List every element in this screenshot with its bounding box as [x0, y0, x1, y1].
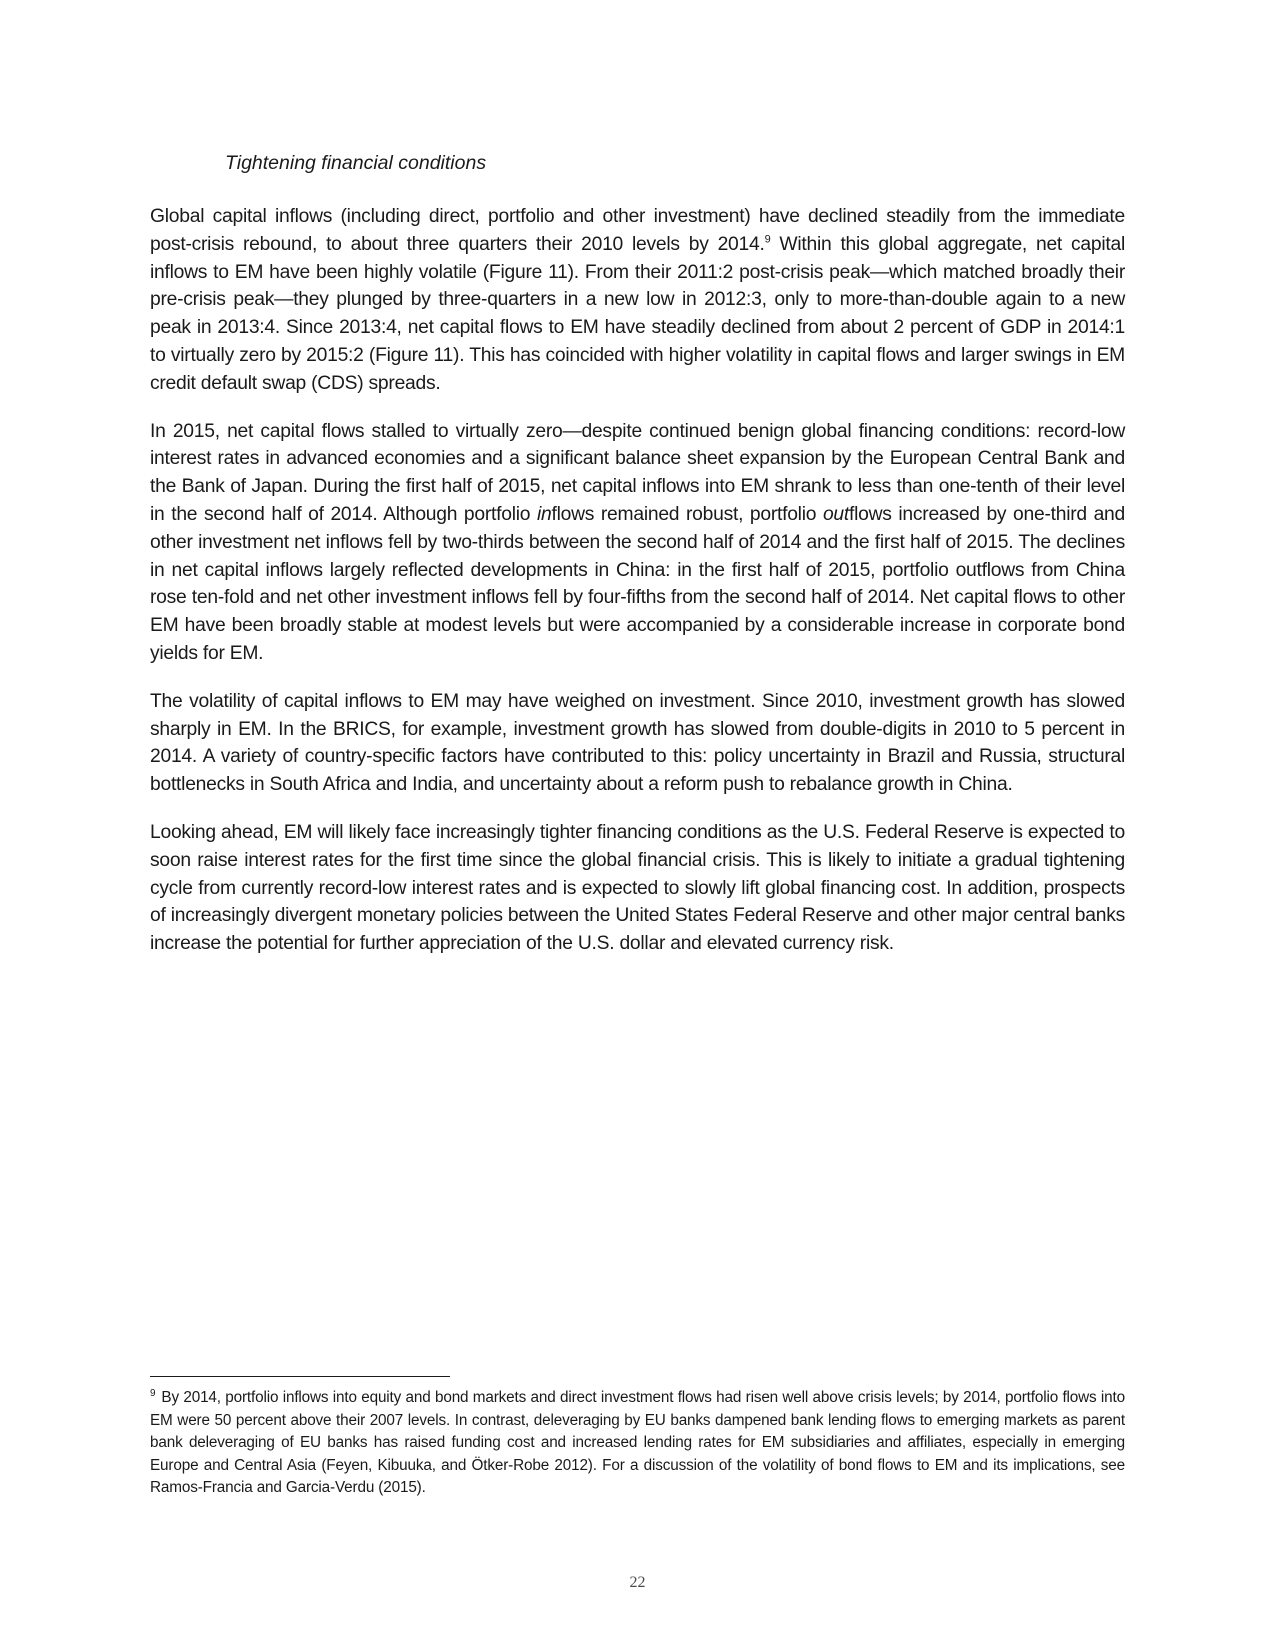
footnote-reference[interactable]: 9 — [764, 233, 771, 246]
footnote — [150, 1387, 1125, 1500]
footnote-divider — [150, 1376, 450, 1377]
emphasis-text: in — [536, 503, 552, 525]
body-text — [150, 203, 1125, 978]
paragraph-text: In 2015, net capital flows stalled to virtually zero—despite continued benign global financing conditions: record-low interest rates in advanced economies and a significant balance sheet expansion by the European Central Bank and the Bank of Japan. During the first half of 2015, net capital inflows into EM shrank to less than one-tenth of their level in the second half of 2014. Although portfolio — [150, 420, 1125, 525]
paragraph-text: flows increased by one-third and other investment net inflows fell by two-thirds between the second half of 2014 and the first half of 2015. The declines in net capital inflows largely reflected developments in China: in the first half of 2015, portfolio outflows from China rose ten-fold and net other investment inflows fell by four-fifths from the second half of 2014. Net capital flows to other EM have been broadly stable at modest levels but were accompanied by a considerable increase in corporate bond yields for EM. — [150, 503, 1125, 664]
footnote-number: 9 — [150, 1387, 156, 1399]
paragraph-investment: The volatility of capital inflows to EM may have weighed on investment. Since 2010, investment growth has slowed sharply in EM. In the BRICS, for example, investment growth has slowed from double-digits in 2010 to 5 percent in 2014. A variety of country-specific factors have contributed to this: policy uncertainty in Brazil and Russia, structural bottlenecks in South Africa and India, and uncertainty about a reform push to rebalance growth in China. — [150, 690, 1125, 796]
paragraph-text: Within this global aggregate, net capital inflows to EM have been highly volatile (Figure 11). From their 2011:2 post-crisis peak—which matched broadly their pre-crisis peak—they plunged by three-quarters in a new low in 2012:3, only to more-than-double again to a new peak in 2013:4. Since 2013:4, net capital flows to EM have steadily declined from about 2 percent of GDP in 2014:1 to virtually zero by 2015:2 (Figure 11). This has coincided with higher volatility in capital flows and larger swings in EM credit default swap (CDS) spreads. — [150, 233, 1125, 394]
page-number: 22 — [629, 1574, 646, 1591]
paragraph-text: flows remained robust, portfolio — [551, 503, 823, 525]
footnote-text: By 2014, portfolio inflows into equity and bond markets and direct investment flows had risen well above crisis levels; by 2014, portfolio flows into EM were 50 percent above their 2007 levels. In contrast, deleveraging by EU banks dampened bank lending flows to emerging markets as parent bank deleveraging of EU banks has raised funding cost and increased lending rates for EM subsidiaries and affiliates, especially in emerging Europe and Central Asia (Feyen, Kibuuka, and Ötker-Robe 2012). For a discussion of the volatility of bond flows to EM and its implications, see Ramos-Francia and Garcia-Verdu (2015). — [150, 1389, 1125, 1496]
emphasis-text: out — [822, 503, 849, 525]
paragraph-text: Global capital inflows (including direct, portfolio and other investment) have declined steadily from the immediate post-crisis rebound, to about three quarters their 2010 levels by 2014. — [150, 206, 1125, 255]
paragraph-outlook: Looking ahead, EM will likely face increasingly tighter financing conditions as the U.S. Federal Reserve is expected to soon raise interest rates for the first time since the global financial crisis. This is likely to initiate a gradual tightening cycle from currently record-low interest rates and is expected to slowly lift global financing cost. In addition, prospects of increasingly divergent monetary policies between the United States Federal Reserve and other major central banks increase the potential for further appreciation of the U.S. dollar and elevated currency risk. — [150, 821, 1125, 955]
section-heading: Tightening financial conditions — [225, 152, 487, 174]
paragraph-capital-inflows — [150, 203, 1125, 398]
paragraph-2015-flows — [150, 418, 1125, 668]
